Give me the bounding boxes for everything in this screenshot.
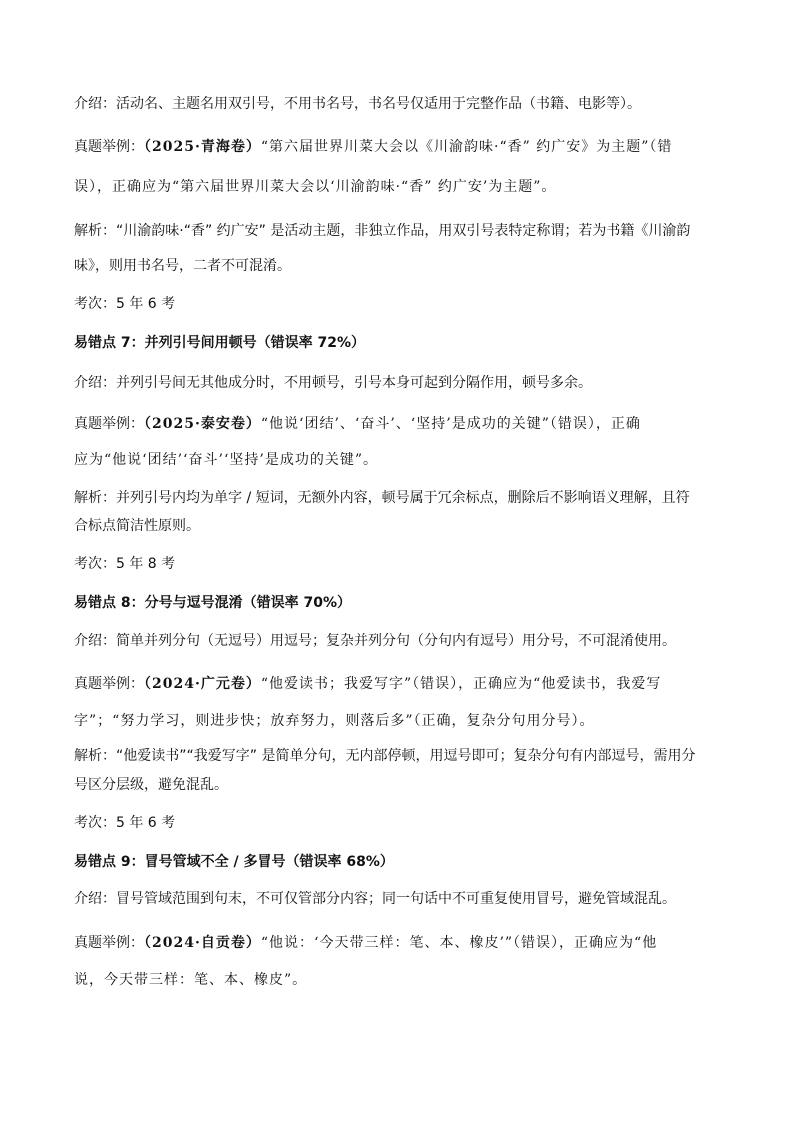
- intro-text: 介绍：并列引号间无其他成分时，不用顿号，引号本身可起到分隔作用，顿号多余。: [74, 375, 592, 391]
- analysis-text-continued: 合标点简洁性原则。: [74, 518, 200, 534]
- example-line: [74, 137, 734, 157]
- example-text: “第六届世界川菜大会以《川渝韵味·“香” 约广安》为主题”（错: [260, 139, 673, 155]
- example-text: “他说：‘今天带三样：笔、本、橡皮’”（错误），正确应为“他: [260, 935, 658, 951]
- intro-text: 介绍：活动名、主题名用双引号，不用书名号，书名号仅适用于完整作品（书籍、电影等）。: [74, 96, 641, 112]
- example-source: （2024·自贡卷）: [144, 935, 261, 951]
- example-line: [74, 674, 734, 694]
- example-line: [74, 933, 734, 953]
- example-line-continued: 说，今天带三样：笔、本、橡皮”。: [74, 972, 308, 988]
- frequency-text: 考次：5 年 6 考: [74, 296, 176, 312]
- section-heading: 易错点 7：并列引号间用顿号（错误率 72%）: [74, 335, 365, 351]
- example-source: （2025·泰安卷）: [144, 416, 261, 432]
- intro-text: 介绍：冒号管域范围到句末，不可仅管部分内容；同一句话中不可重复使用冒号，避免管域混乱。: [74, 891, 676, 907]
- example-line-continued: 误），正确应为“第六届世界川菜大会以‘川渝韵味·“香” 约广安’为主题”。: [74, 179, 557, 195]
- analysis-text-continued: 号区分层级，避免混乱。: [74, 777, 228, 793]
- section-heading: 易错点 9：冒号管域不全 / 多冒号（错误率 68%）: [74, 854, 394, 870]
- example-source: （2025·青海卷）: [144, 139, 261, 155]
- analysis-text: 解析：“川渝韵味·“香” 约广安” 是活动主题，非独立作品，用双引号表特定称谓；若为书籍《川渝韵: [74, 223, 691, 239]
- example-label: 真题举例：: [74, 139, 144, 155]
- frequency-text: 考次：5 年 8 考: [74, 556, 176, 572]
- analysis-text: 解析：“他爱读书”“我爱写字” 是简单分句，无内部停顿，用逗号即可；复杂分句有内部逗号，需用分: [74, 748, 696, 764]
- example-source: （2024·广元卷）: [144, 676, 261, 692]
- frequency-text: 考次：5 年 6 考: [74, 815, 176, 831]
- example-label: 真题举例：: [74, 935, 144, 951]
- example-line-continued: 字”；“努力学习，则进步快；放弃努力，则落后多”（正确，复杂分句用分号）。: [74, 713, 595, 729]
- section-heading: 易错点 8：分号与逗号混淆（错误率 70%）: [74, 595, 351, 611]
- example-line: [74, 414, 734, 434]
- intro-text: 介绍：简单并列分句（无逗号）用逗号；复杂并列分句（分句内有逗号）用分号，不可混淆使用。: [74, 633, 676, 649]
- example-text: “他说‘团结’、‘奋斗’、‘坚持’是成功的关键”（错误），正确: [260, 416, 641, 432]
- example-line-continued: 应为“他说‘团结’‘奋斗’‘坚持’是成功的关键”。: [74, 452, 379, 468]
- example-text: “他爱读书；我爱写字”（错误），正确应为“他爱读书，我爱写: [260, 676, 662, 692]
- analysis-text-continued: 味》，则用书名号，二者不可混淆。: [74, 258, 291, 274]
- analysis-text: 解析：并列引号内均为单字 / 短词，无额外内容，顿号属于冗余标点，删除后不影响语义理解，且符: [74, 490, 690, 506]
- example-label: 真题举例：: [74, 416, 144, 432]
- example-label: 真题举例：: [74, 676, 144, 692]
